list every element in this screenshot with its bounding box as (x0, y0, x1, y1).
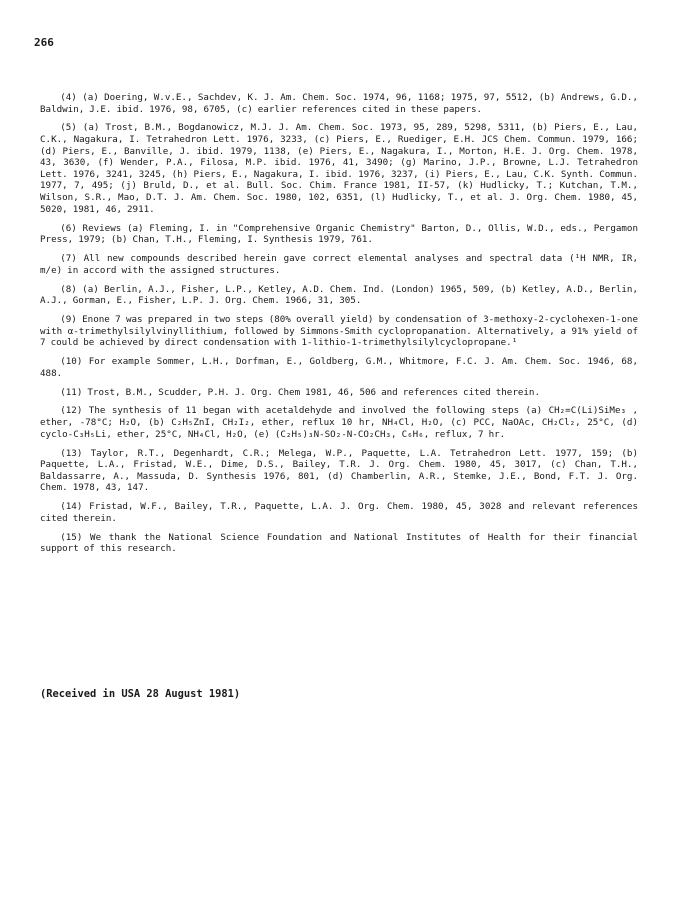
reference-10: (10) For example Sommer, L.H., Dorfman, E., Goldberg, G.M., Whitmore, F.C. J. Am. Chem. Soc. 1946, 68, 488. (40, 356, 638, 379)
reference-7: (7) All new compounds described herein gave correct elemental analyses and spectral data (¹H NMR, IR, m/e) in accord with the assigned structures. (40, 253, 638, 276)
reference-8: (8) (a) Berlin, A.J., Fisher, L.P., Ketley, A.D. Chem. Ind. (London) 1965, 509, (b) Ketley, A.D., Berlin, A.J., Gorman, E., Fisher, L.P. J. Org. Chem. 1966, 31, 305. (40, 283, 638, 307)
reference-11: (11) Trost, B.M., Scudder, P.H. J. Org. Chem 1981, 46, 506 and references cited therein. (60, 386, 540, 398)
reference-6: (6) Reviews (a) Fleming, I. in "Comprehensive Organic Chemistry" Barton, D., Ollis, W.D., eds., Pergamon Press, 1979; (b) Chan, T.H., Fleming, I. Synthesis 1979, 761. (40, 222, 638, 246)
reference-9: (9) Enone 7 was prepared in two steps (80% overall yield) by condensation of 3-methoxy-2-cyclohexen-1-one with α-trimethylsilylvinyllithium, followed by Simmons-Smith cyclopropanation. Alternatively, a 91% yield of 7 could be achieved by direct condensation with 1-lithio-1-trimethylsilylcyclopropane.¹ (40, 313, 638, 349)
reference-12: (12) The synthesis of 11 began with acetaldehyde and involved the following steps (a) CH₂=C(Li)SiMe₃ , ether, -78°C; H₂O, (b) C₂H₅ZnI, CH₂I₂, ether, reflux 10 hr, NH₄Cl, H₂O, (c) PCC, NaOAc, CH₂Cl₂, 25°C, (d) cyclo-C₃H₅Li, ether, 25°C, NH₄Cl, H₂O, (e) (C₂H₅)₃N-SO₂-N-CO₂CH₃, C₆H₆, reflux, 7 hr. (40, 405, 638, 440)
page-number: 266 (34, 36, 54, 49)
reference-4: (4) (a) Doering, W.v.E., Sachdev, K. J. Am. Chem. Soc. 1974, 96, 1168; 1975, 97, 5512, (b) Andrews, G.D., Baldwin, J.E. ibid. 1976, 98, 6705, (c) earlier references cited in these papers. (40, 92, 638, 115)
reference-5: (5) (a) Trost, B.M., Bogdanowicz, M.J. J. Am. Chem. Soc. 1973, 95, 289, 5298, 5311, (b) Piers, E., Lau, C.K., Nagakura, I. Tetrahedron Lett. 1976, 3233, (c) Piers, E., Ruediger, E.H. JCS Chem. Commun. 1979, 166; (d) Piers, E., Banville, J. ibid. 1979, 1138, (e) Piers, E., Nagakura, I., Morton, H.E. J. Org. Chem. 1978, 43, 3630, (f) Wender, P.A., Filosa, M.P. ibid. 1976, 41, 3490; (g) Marino, J.P., Browne, L.J. Tetrahedron Lett. 1976, 3241, 3245, (h) Piers, E., Nagakura, I. ibid. 1976, 3237, (i) Piers, E., Lau, C.K. Synth. Commun. 1977, 7, 495; (j) Bruld, D., et al. Bull. Soc. Chim. France 1981, II-57, (k) Hudlicky, T.; Kutchan, T.M., Wilson, S.R., Mao, D.T. J. Am. Chem. Soc. 1980, 102, 6351, (l) Hudlicky, T., et al. J. Org. Chem. 1980, 45, 5020, 1981, 46, 2911. (40, 122, 638, 215)
received-date-note: (Received in USA 28 August 1981) (40, 688, 241, 700)
reference-15: (15) We thank the National Science Foundation and National Institutes of Health for their financial support of this research. (40, 531, 638, 555)
references-list (40, 92, 638, 562)
reference-13: (13) Taylor, R.T., Degenhardt, C.R.; Melega, W.P., Paquette, L.A. Tetrahedron Lett. 1977, 159; (b) Paquette, L.A., Fristad, W.E., Dime, D.S., Bailey, T.R. J. Org. Chem. 1980, 45, 3017, (c) Chan, T.H., Baldassarre, A., Massuda, D. Synthesis 1976, 801, (d) Chamberlin, A.R., Stemke, J.E., Bond, F.T. J. Org. Chem. 1978, 43, 147. (40, 447, 638, 494)
reference-14: (14) Fristad, W.F., Bailey, T.R., Paquette, L.A. J. Org. Chem. 1980, 45, 3028 and relevant references cited therein. (40, 501, 638, 524)
